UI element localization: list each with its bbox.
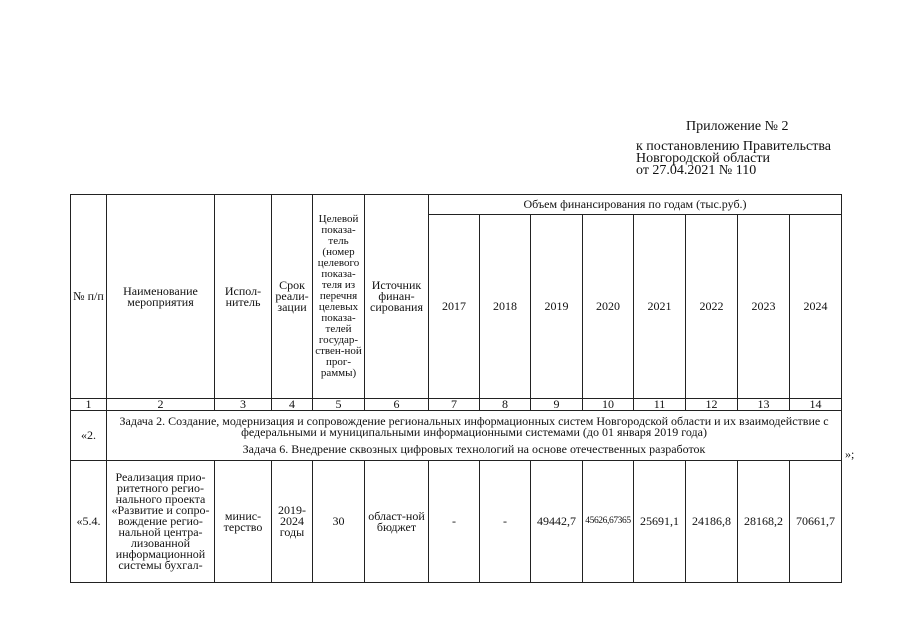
header-year: 2021 (634, 215, 686, 399)
header-year: 2017 (429, 215, 480, 399)
task-text-cell (107, 411, 842, 461)
header-year: 2019 (531, 215, 583, 399)
column-number: 12 (686, 399, 738, 411)
header-funding-group: Объем финансирования по годам (тыс.руб.) (429, 195, 842, 215)
item-value-2022: 24186,8 (686, 461, 738, 583)
item-term: 2019-2024 годы (272, 461, 313, 583)
appendix-line-1: к постановлению Правительства (636, 139, 832, 154)
appendix-line-2: Новгородской области (636, 151, 770, 166)
column-number: 10 (583, 399, 634, 411)
item-row (71, 461, 842, 583)
column-number-row (71, 399, 842, 411)
appendix-title: Приложение № 2 (686, 119, 789, 134)
header-year: 2018 (480, 215, 531, 399)
item-value-2020: 45626,67365 (583, 461, 634, 583)
column-number: 2 (107, 399, 215, 411)
column-number: 7 (429, 399, 480, 411)
column-number: 5 (313, 399, 365, 411)
item-name: Реализация прио-ритетного регио-нального проекта «Развитие и сопро-вождение регио-нальной центра-лизованной информационной системы бухгал- (107, 461, 215, 583)
closing-quote-mark: »; (845, 447, 855, 461)
column-number: 8 (480, 399, 531, 411)
task-row (71, 411, 842, 461)
item-executor: минис-терство (215, 461, 272, 583)
item-value-2017: - (429, 461, 480, 583)
header-name: Наименование мероприятия (107, 195, 215, 399)
column-number: 4 (272, 399, 313, 411)
item-num: «5.4. (71, 461, 107, 583)
header-num: № п/п (71, 195, 107, 399)
header-executor: Испол-нитель (215, 195, 272, 399)
header-year: 2022 (686, 215, 738, 399)
appendix-line-3: от 27.04.2021 № 110 (636, 163, 757, 178)
column-number: 1 (71, 399, 107, 411)
funding-table (70, 194, 842, 583)
header-source: Источник финан-сирования (365, 195, 429, 399)
item-value-2023: 28168,2 (738, 461, 790, 583)
column-number: 9 (531, 399, 583, 411)
column-number: 13 (738, 399, 790, 411)
item-target: 30 (313, 461, 365, 583)
column-number: 3 (215, 399, 272, 411)
task-6-text: Задача 6. Внедрение сквозных цифровых технологий на основе отечественных разработок (242, 442, 706, 456)
item-source: област-ной бюджет (365, 461, 429, 583)
header-target: Целевой показа-тель (номер целевого показа-теля из перечня целевых показа-телей государ-ствен-ной прог-раммы) (313, 195, 365, 399)
task-2-text: Задача 2. Создание, модернизация и сопровождение региональных информационных систем Новгородской области и их взаимодействие с федеральными и муниципальными информационными системами (до 01 января 2019 года) (119, 414, 829, 439)
header-year: 2020 (583, 215, 634, 399)
column-number: 11 (634, 399, 686, 411)
item-value-2021: 25691,1 (634, 461, 686, 583)
header-term: Срок реали-зации (272, 195, 313, 399)
item-value-2019: 49442,7 (531, 461, 583, 583)
header-year: 2023 (738, 215, 790, 399)
item-value-2024: 70661,7 (790, 461, 842, 583)
column-number: 14 (790, 399, 842, 411)
column-number: 6 (365, 399, 429, 411)
task-row-num: «2. (71, 411, 107, 461)
item-value-2018: - (480, 461, 531, 583)
header-year: 2024 (790, 215, 842, 399)
